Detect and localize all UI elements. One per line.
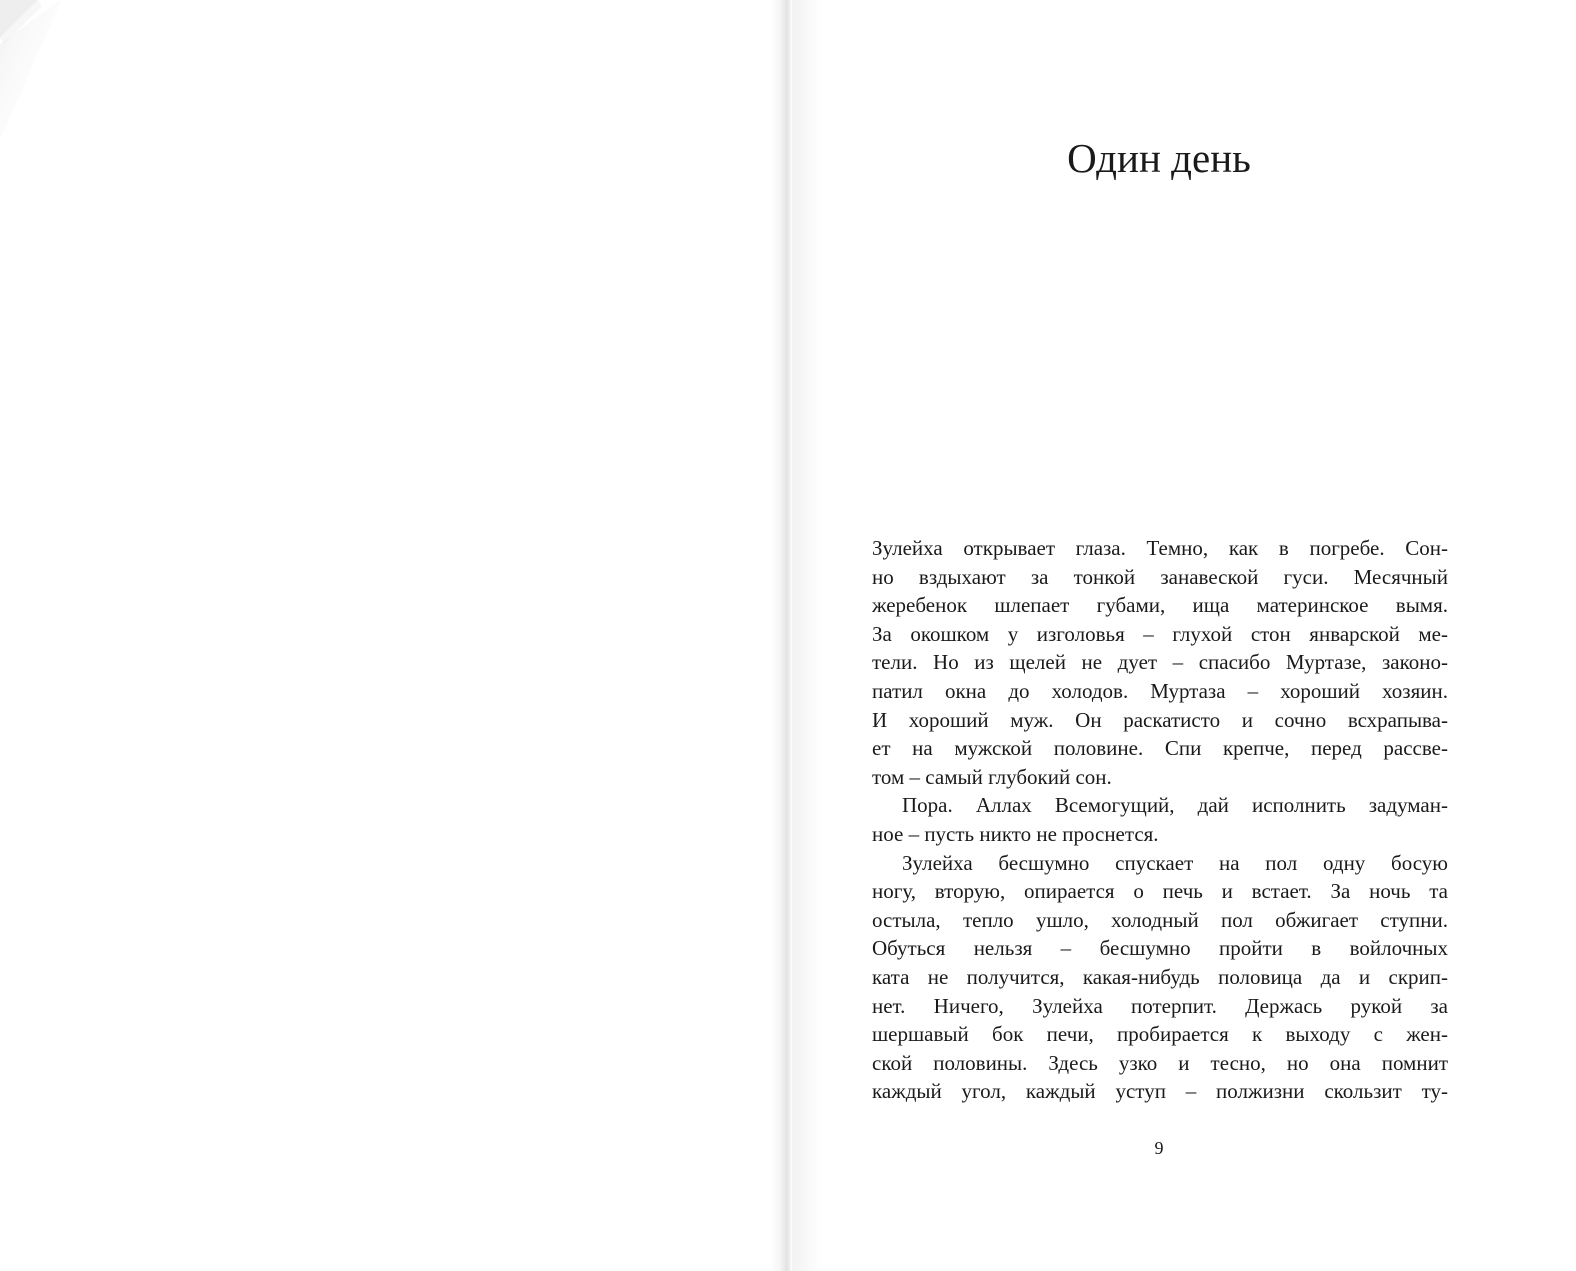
text-line: Пора. Аллах Всемогущий, дай исполнить задуман- [902, 793, 1448, 818]
text-line: ное – пусть никто не проснется. [872, 821, 1159, 846]
text-line: том – самый глубокий сон. [872, 764, 1112, 789]
text-line: тели. Но из щелей не дует – спасибо Муртазе, законо- [872, 650, 1448, 675]
left-page-blank[interactable] [0, 0, 786, 1271]
text-line: За окошком у изголовья – глухой стон январской ме- [872, 621, 1448, 646]
text-line: Зулейха открывает глаза. Темно, как в погребе. Сон- [872, 536, 1448, 560]
text-line: но вздыхают за тонкой занавеской гуси. Месячный [872, 564, 1448, 589]
text-line: ката не получится, какая-нибудь половица да и скрип- [872, 964, 1448, 989]
body-text [872, 534, 1448, 1106]
chapter-title: Один день [1067, 135, 1251, 181]
right-page[interactable] [792, 0, 1576, 1271]
text-line: Зулейха бесшумно спускает на пол одну босую [902, 850, 1448, 875]
text-line: И хороший муж. Он раскатисто и сочно всхрапыва- [872, 707, 1448, 732]
text-line: остыла, тепло ушло, холодный пол обжигает ступни. [872, 907, 1448, 932]
text-line: каждый угол, каждый уступ – полжизни скользит ту- [872, 1079, 1448, 1104]
text-line: ет на мужской половине. Спи крепче, перед рассве- [872, 736, 1448, 761]
text-line: ской половины. Здесь узко и тесно, но она помнит [872, 1050, 1448, 1075]
book-gutter-shadow [770, 0, 792, 1271]
text-line: жеребенок шлепает губами, ища материнское вымя. [872, 593, 1448, 618]
text-line: Обуться нельзя – бесшумно пройти в войлочных [872, 936, 1448, 961]
page-number: 9 [1154, 1138, 1164, 1158]
text-line: патил окна до холодов. Муртаза – хороший хозяин. [872, 678, 1448, 703]
page-curl-icon[interactable] [0, 0, 60, 140]
text-line: нет. Ничего, Зулейха потерпит. Держась рукой за [872, 993, 1448, 1018]
text-line: шершавый бок печи, пробирается к выходу с жен- [872, 1022, 1448, 1047]
text-line: ногу, вторую, опирается о печь и встает. За ночь та [872, 879, 1448, 904]
